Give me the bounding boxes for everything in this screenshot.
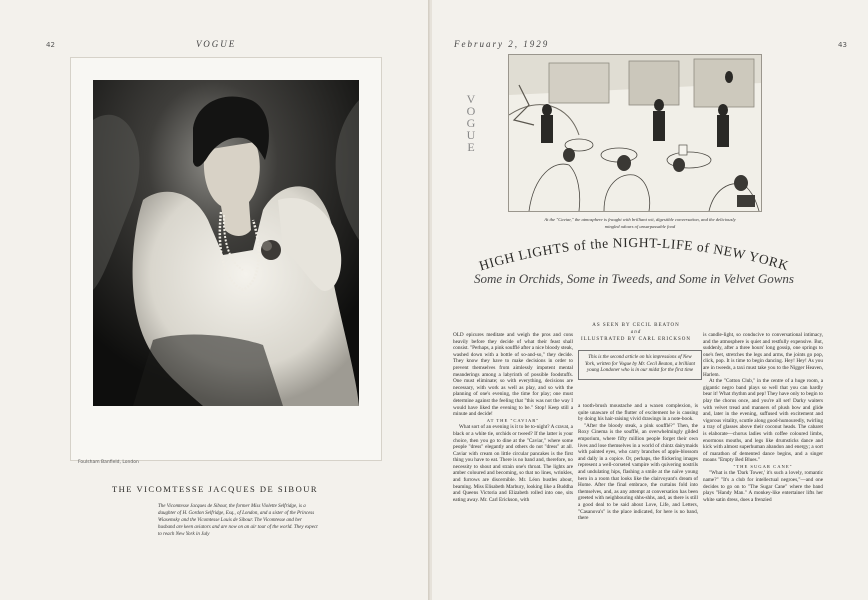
portrait-image bbox=[93, 80, 359, 406]
subheadline: Some in Orchids, Some in Tweeds, and Some in Velvet Gowns bbox=[474, 271, 794, 286]
caption-title: THE VICOMTESSE JACQUES DE SIBOUR bbox=[111, 484, 319, 494]
portrait-photo-frame bbox=[70, 57, 382, 461]
headline: HIGH LIGHTS of the NIGHT-LIFE of NEW YORK bbox=[477, 234, 791, 274]
left-running-head: VOGUE bbox=[196, 39, 237, 49]
text-column-2 bbox=[578, 403, 698, 598]
left-page-number: 42 bbox=[46, 41, 55, 49]
section-heading: AT THE "CAVIAR" bbox=[486, 417, 540, 423]
section-heading: "THE SUGAR CANE" bbox=[733, 463, 793, 469]
photo-credit: Foulsham Banfield, London bbox=[78, 460, 139, 465]
illustration-caption: At the "Caviar," the atmosphere is fraught with brilliant wit, digestible conversation, and the deliciously mingled odours of unsurpassable food bbox=[544, 217, 736, 229]
right-page-number: 43 bbox=[838, 41, 847, 49]
byline-illustrator: ILLUSTRATED BY CARL ERICKSON bbox=[581, 337, 691, 342]
paragraph: "After the bloody steak, a pink soufflé?" Then, the Roxy Cinema is the soufflé, an overwhelmingly gilded emporium, where fifty million people forget their own lives and lose themselves in a world of chintz dairymaids with painted eyes, who carry branches of apple-blossom and dally in a copice. Or, perhaps, the flickering images represent a well-corseted vampire with quivering nostrils and undulating hips, flashing a smile at the naïve young hero in a room that looks like the clairvoyant's dream of Home. After the final embrace, the curtains fold into themselves, and, as any attempt at conversation has been greeted with neighbouring shhs-shhs, and, as there is still a good deal to be said about Love, Life, and Letters, "Casanova's" is the place indicated, for here is no band, there bbox=[578, 422, 698, 522]
left-page bbox=[0, 0, 430, 600]
vertical-masthead-text: VOGUE bbox=[464, 92, 478, 152]
paragraph: At the "Cotton Club," in the centre of a huge room, a gigantic negro band plays so well that you can hardly bear it! What rhythm and pep! They have only to begin to play the chorus once, and you're all set! Darky waiters with velvet tread and manners of plush bow and glide and, later in the evening, suffused with excitement and vigorous vitality, scuttle along good-humouredly, twirling a tray of glasses above their coconut heads. The cabaret is elaborate—chorus ladies with coffee coloured limbs, enormous mouths, and legs like drumsticks dance and kick with almost superhuman abandon and energy; a sort of marathon of demented dance begins, and a singer moans "Empty Bed Blues." bbox=[703, 378, 823, 464]
vertical-masthead bbox=[464, 92, 478, 154]
byline-author: AS SEEN BY CECIL BEATON bbox=[592, 323, 680, 328]
text-column-1 bbox=[453, 332, 573, 598]
byline bbox=[581, 322, 691, 343]
issue-date: February 2, 1929 bbox=[454, 39, 550, 49]
paragraph: OLD epicures meditate and weigh the pros and cons heavily before they decide of what their feast shall consist. "Perhaps, a pink soufflé after a nice bloody steak, washed down with a bottle of so-and-so," they decide. They know they have to make decisions in order to prevent themselves from aimlessly impotent mental meanderings among a labyrinth of possible foodstuffs. One must eliminate; so with everything, decisions are necessary, with work as well as play, and so with the planning of one's evening, the time for play; one must determine against the feeling that "this was not the way I would have liked the evening to be." Stop! Keep still a minute and decide! bbox=[453, 332, 573, 418]
boxed-note: This is the second article on his impressions of New York, written for Vogue by Mr. Cecil Beaton, a brilliant young Londoner who is in our midst for the first time bbox=[578, 350, 702, 380]
paragraph: "What is the 'Dark Tower,' it's such a lovely, romantic name?" "It's a club for intellectual negroes,"—and one decides to go on to "The Sugar Cane" where the band plays "Handy Man." A monkey-like entertainer lifts her white satin dress, does a frenzied bbox=[703, 470, 823, 503]
paragraph: a tooth-brush moustache and a waxen complexion, is quite unaware of the flutter of excitement he is causing by doing his hair-raising vivid drawings in a note-book. bbox=[578, 403, 698, 423]
svg-text:HIGH LIGHTS of the NIGHT-LIFE bbox=[477, 235, 790, 273]
byline-and: and bbox=[630, 330, 642, 335]
paragraph: is candle-light, so conducive to conversational intimacy, and the atmosphere is quiet and restfully expensive. But, suddenly, after a three hours' long gossip, one springs to one's feet, stretches the legs and arms, the joints go pop, click, pop. It is time to begin dancing. Hey! Hey! As you are in tweeds, a taxi must take you to the Nigger Heaven, Harlem. bbox=[703, 332, 823, 378]
illustration-drawing bbox=[509, 55, 761, 211]
paragraph: What sort of an evening is it to be to-night? A cravat, a black or a white tie, orchids or tweed? If the latter is your choice, then you go to dine at the "Caviar," where some people "dress" elegantly and others do not "dress" at all. Caviar with cream on little circular pancakes is the first thing you have to eat. There is no band and, therefore, no necessity to shout and strain one's throat. The lights are amber coloured and becoming, so that no lines, wrinkles, and furrows are discernible. Mr. Léon bustles about, beaming. Miss Elisabeth Marbury, looking like a Buddha and Queens Victoria and Elizabeth rolled into one, sits eating away. Mr. Carl Erickson, with bbox=[453, 424, 573, 503]
headline-block bbox=[464, 232, 804, 322]
portrait-photo bbox=[93, 80, 359, 406]
restaurant-illustration bbox=[508, 54, 762, 212]
caption-body: The Vicomtesse Jacques de Sibour, the former Miss Violette Selfridge, is a daughter of H. Gordon Selfridge, Esq., of London, and a sister of the Princess Wiasemsky and the Vicomtesse Louis de Sibour. The Vicomtesse and her husband are keen aviators and are now on an air tour of the world. They expect to reach New York in July bbox=[158, 504, 318, 537]
text-column-3 bbox=[703, 332, 823, 598]
headline-arc bbox=[464, 232, 804, 276]
